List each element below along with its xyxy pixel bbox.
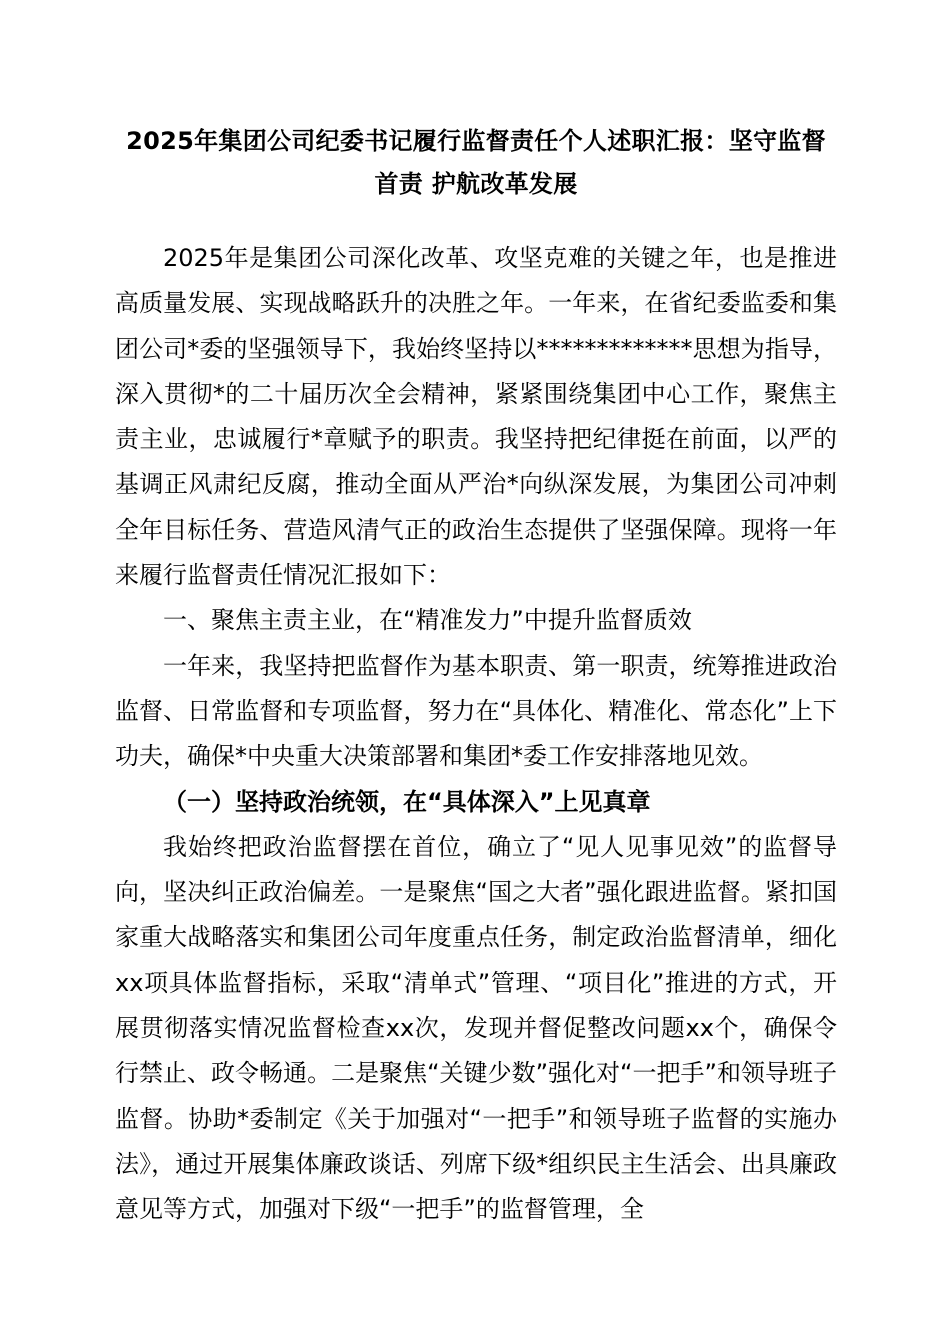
document-page [115, 120, 837, 1233]
intro-paragraph: 2025年是集团公司深化改革、攻坚克难的关键之年，也是推进高质量发展、实现战略跃升的决胜之年。一年来，在省纪委监委和集团公司*委的坚强领导下，我始终坚持以*************思想为指导，深入贯彻*的二十届历次全会精神，紧紧围绕集团中心工作，聚焦主责主业，忠诚履行*章赋予的职责。我坚持把纪律挺在前面，以严的基调正风肃纪反腐，推动全面从严治*向纵深发展，为集团公司冲刺全年目标任务、营造风清气正的政治生态提供了坚强保障。现将一年来履行监督责任情况汇报如下： [115, 244, 837, 590]
section-heading-1: 一、聚焦主责主业，在“精准发力”中提升监督质效 [163, 606, 692, 635]
section-1-paragraph: 一年来，我坚持把监督作为基本职责、第一职责，统筹推进政治监督、日常监督和专项监督，努力在“具体化、精准化、常态化”上下功夫，确保*中央重大决策部署和集团*委工作安排落地见效。 [115, 651, 837, 771]
document-title: 2025年集团公司纪委书记履行监督责任个人述职汇报：坚守监督首责 护航改革发展 [126, 127, 826, 198]
subsection-1-paragraph: 我始终把政治监督摆在首位，确立了“见人见事见效”的监督导向，坚决纠正政治偏差。一是聚焦“国之大者”强化跟进监督。紧扣国家重大战略落实和集团公司年度重点任务，制定政治监督清单，细化xx项具体监督指标，采取“清单式”管理、“项目化”推进的方式，开展贯彻落实情况监督检查xx次，发现并督促整改问题xx个，确保令行禁止、政令畅通。二是聚焦“关键少数”强化对“一把手”和领导班子监督。协助*委制定《关于加强对“一把手”和领导班子监督的实施办法》，通过开展集体廉政谈话、列席下级*组织民主生活会、出具廉政意见等方式，加强对下级“一把手”的监督管理，全 [115, 832, 837, 1224]
subsection-heading-1: （一）坚持政治统领，在“具体深入”上见真章 [163, 787, 651, 816]
document-body [115, 236, 837, 1233]
